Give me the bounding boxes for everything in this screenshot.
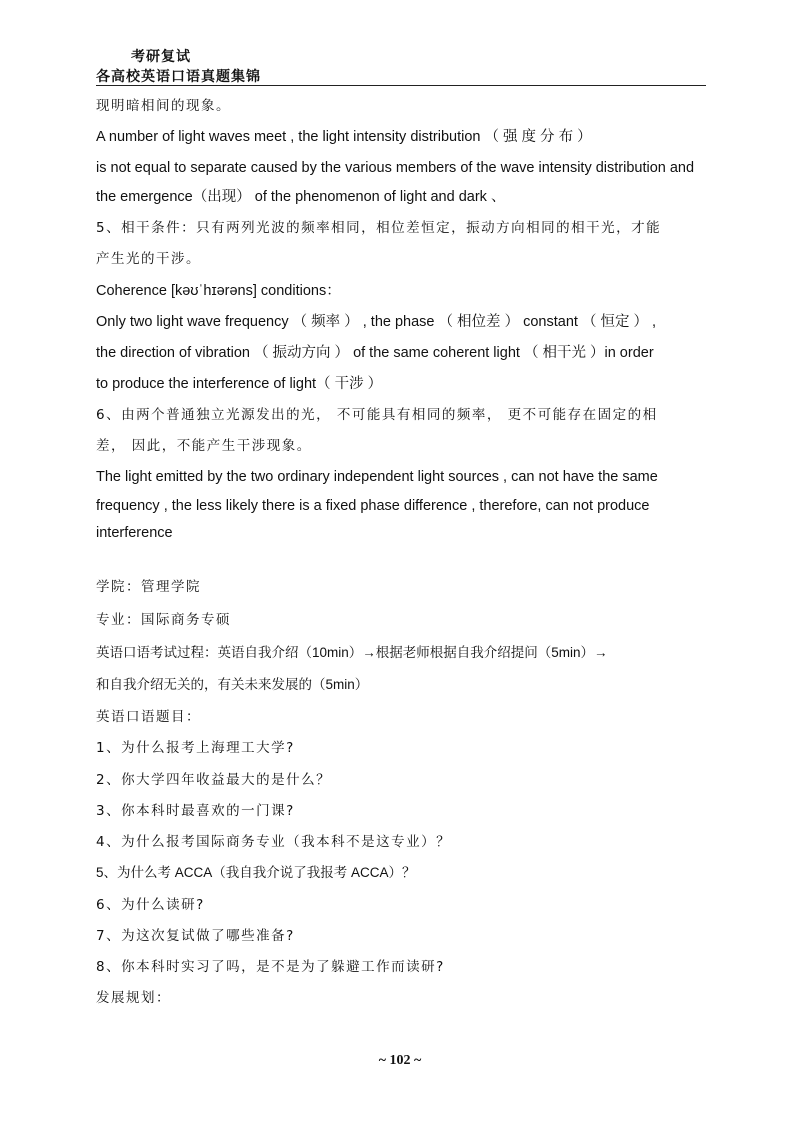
list-item: 2、你大学四年收益最大的是什么？ bbox=[96, 772, 332, 788]
body-line: 发展规划： bbox=[96, 990, 171, 1006]
header-divider bbox=[96, 85, 706, 86]
page-number: ~ 102 ~ bbox=[378, 1053, 422, 1068]
header-title: 考研复试 bbox=[131, 49, 191, 65]
body-line: interference bbox=[96, 525, 173, 541]
body-line: 6、由两个普通独立光源发出的光， 不可能具有相同的频率， 更不可能存在固定的相 bbox=[96, 407, 658, 423]
list-item: 6、为什么读研? bbox=[96, 897, 205, 913]
body-line: 5、相干条件：只有两列光波的频率相同，相位差恒定，振动方向相同的相干光，才能 bbox=[96, 220, 662, 236]
list-item: 3、你本科时最喜欢的一门课? bbox=[96, 803, 295, 819]
body-line: the direction of vibration （ 振动方向 ） of the same coherent light （ 相干光 ）in order bbox=[96, 345, 654, 361]
body-line: 英语口语考试过程：英语自我介绍（10min）→根据老师根据自我介绍提问（5min）→ bbox=[96, 645, 608, 660]
body-line: A number of light waves meet , the light intensity distribution （ 强 度 分 布 ） bbox=[96, 129, 592, 145]
body-line: The light emitted by the two ordinary independent light sources , can not have the same bbox=[96, 469, 658, 485]
body-line: 和自我介绍无关的，有关未来发展的（5min） bbox=[96, 677, 369, 692]
list-item: 8、你本科时实习了吗，是不是为了躲避工作而读研? bbox=[96, 959, 445, 975]
header-subtitle: 各高校英语口语真题集锦 bbox=[96, 69, 261, 85]
body-line: 现明暗相间的现象。 bbox=[96, 98, 231, 114]
list-item: 1、为什么报考上海理工大学? bbox=[96, 740, 295, 756]
body-line: is not equal to separate caused by the various members of the wave intensity distribution and bbox=[96, 160, 695, 176]
body-line: 英语口语题目： bbox=[96, 709, 201, 725]
list-item: 5、为什么考 ACCA（我自我介说了我报考 ACCA）？ bbox=[96, 865, 416, 880]
body-line: 专业：国际商务专硕 bbox=[96, 612, 231, 628]
body-line: 产生光的干涉。 bbox=[96, 251, 201, 267]
body-line: Coherence [kəʊˈhɪərəns] conditions： bbox=[96, 283, 341, 299]
body-line: Only two light wave frequency （ 频率 ） , the phase （ 相位差 ） constant （ 恒定 ） , bbox=[96, 314, 657, 330]
body-line: 学院：管理学院 bbox=[96, 579, 201, 595]
body-line: the emergence（出现） of the phenomenon of light and dark 、 bbox=[96, 189, 506, 205]
body-line: 差， 因此，不能产生干涉现象。 bbox=[96, 438, 312, 454]
list-item: 4、为什么报考国际商务专业（我本科不是这专业）？ bbox=[96, 834, 452, 850]
body-line: to produce the interference of light（ 干涉 ） bbox=[96, 376, 383, 392]
body-line: frequency , the less likely there is a fixed phase difference , therefore, can not produce bbox=[96, 498, 650, 514]
list-item: 7、为这次复试做了哪些准备? bbox=[96, 928, 295, 944]
